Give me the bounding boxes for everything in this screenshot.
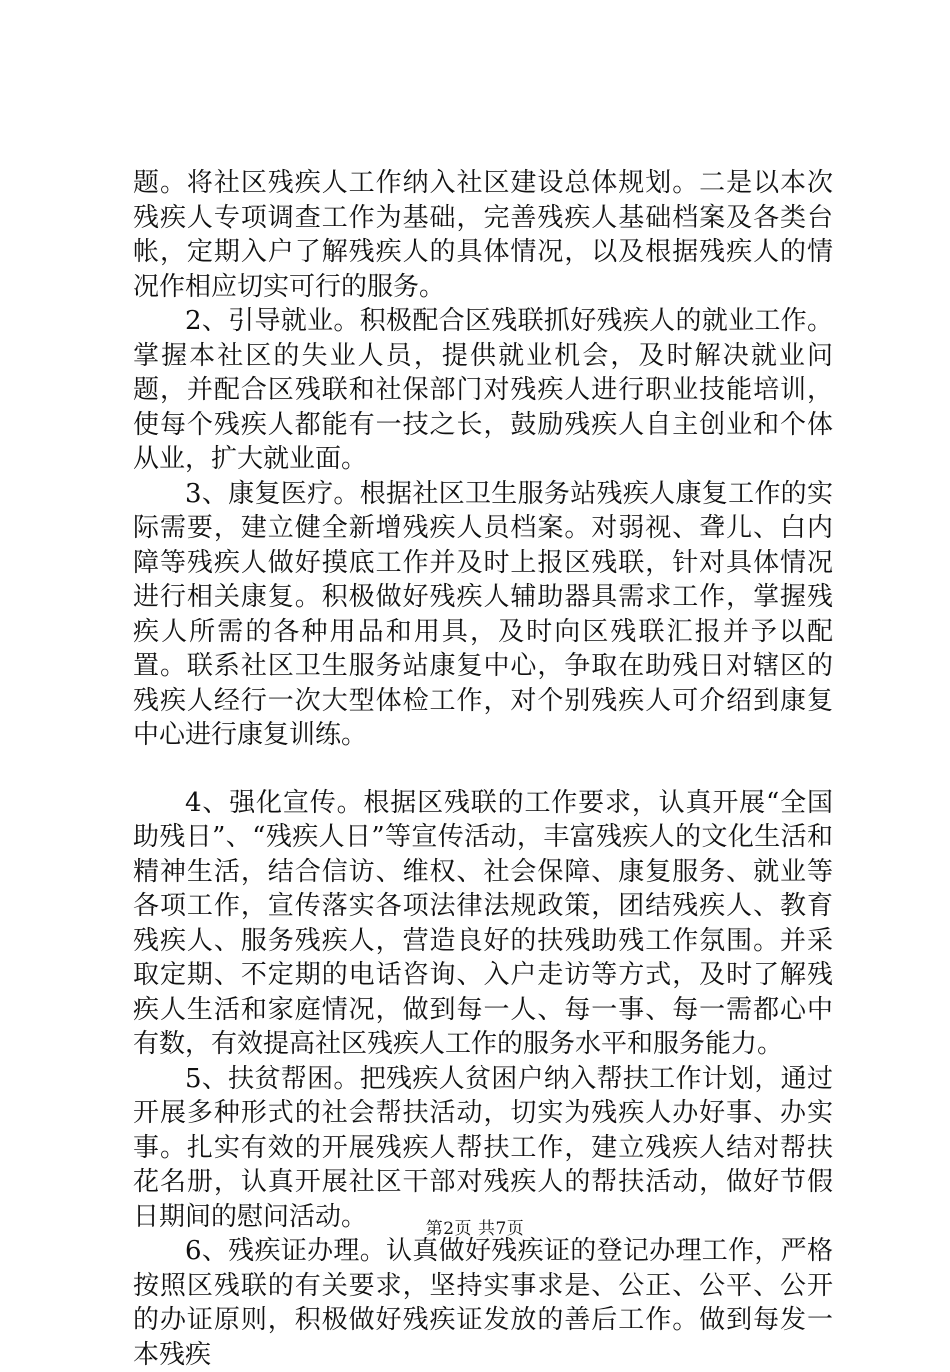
paragraph-poverty-relief: 5、扶贫帮困。把残疾人贫困户纳入帮扶工作计划，通过开展多种形式的社会帮扶活动，切实为残疾人办好事、办实事。扎实有效的开展残疾人帮扶工作，建立残疾人结对帮扶花名册，认真开展社区干部对残疾人的帮扶活动，做好节假日期间的慰问活动。 <box>133 1063 833 1232</box>
paragraph-employment: 2、引导就业。积极配合区残联抓好残疾人的就业工作。掌握本社区的失业人员，提供就业机会，及时解决就业问题，并配合区残联和社保部门对残疾人进行职业技能培训，使每个残疾人都能有一技之长，鼓励残疾人自主创业和个体从业，扩大就业面。 <box>133 306 833 474</box>
paragraph-continuation: 题。将社区残疾人工作纳入社区建设总体规划。二是以本次残疾人专项调查工作为基础，完善残疾人基础档案及各类台帐，定期入户了解残疾人的具体情况，以及根据残疾人的情况作相应切实可行的服务。 <box>133 168 833 302</box>
document-body <box>133 166 833 1372</box>
paragraph-certificate: 6、残疾证办理。认真做好残疾证的登记办理工作，严格按照区残联的有关要求，坚持实事求是、公正、公平、公开的办证原则，积极做好残疾证发放的善后工作。做到每发一本残疾 <box>133 1236 833 1370</box>
paragraph-rehabilitation: 3、康复医疗。根据社区卫生服务站残疾人康复工作的实际需要，建立健全新增残疾人员档案。对弱视、聋儿、白内障等残疾人做好摸底工作并及时上报区残联，针对具体情况进行相关康复。积极做好残疾人辅助器具需求工作，掌握残疾人所需的各种用品和用具，及时向区残联汇报并予以配置。联系社区卫生服务站康复中心，争取在助残日对辖区的残疾人经行一次大型体检工作，对个别残疾人可介绍到康复中心进行康复训练。 <box>133 478 833 750</box>
paragraph-publicity: 4、强化宣传。根据区残联的工作要求，认真开展“全国助残日”、“残疾人日”等宣传活动，丰富残疾人的文化生活和精神生活，结合信访、维权、社会保障、康复服务、就业等各项工作，宣传落实各项法律法规政策，团结残疾人、教育残疾人、服务残疾人，营造良好的扶残助残工作氛围。并采取定期、不定期的电话咨询、入户走访等方式，及时了解残疾人生活和家庭情况，做到每一人、每一事、每一需都心中有数，有效提高社区残疾人工作的服务水平和服务能力。 <box>133 787 833 1059</box>
page-number-footer: 第2页 共7页 <box>425 1219 525 1239</box>
